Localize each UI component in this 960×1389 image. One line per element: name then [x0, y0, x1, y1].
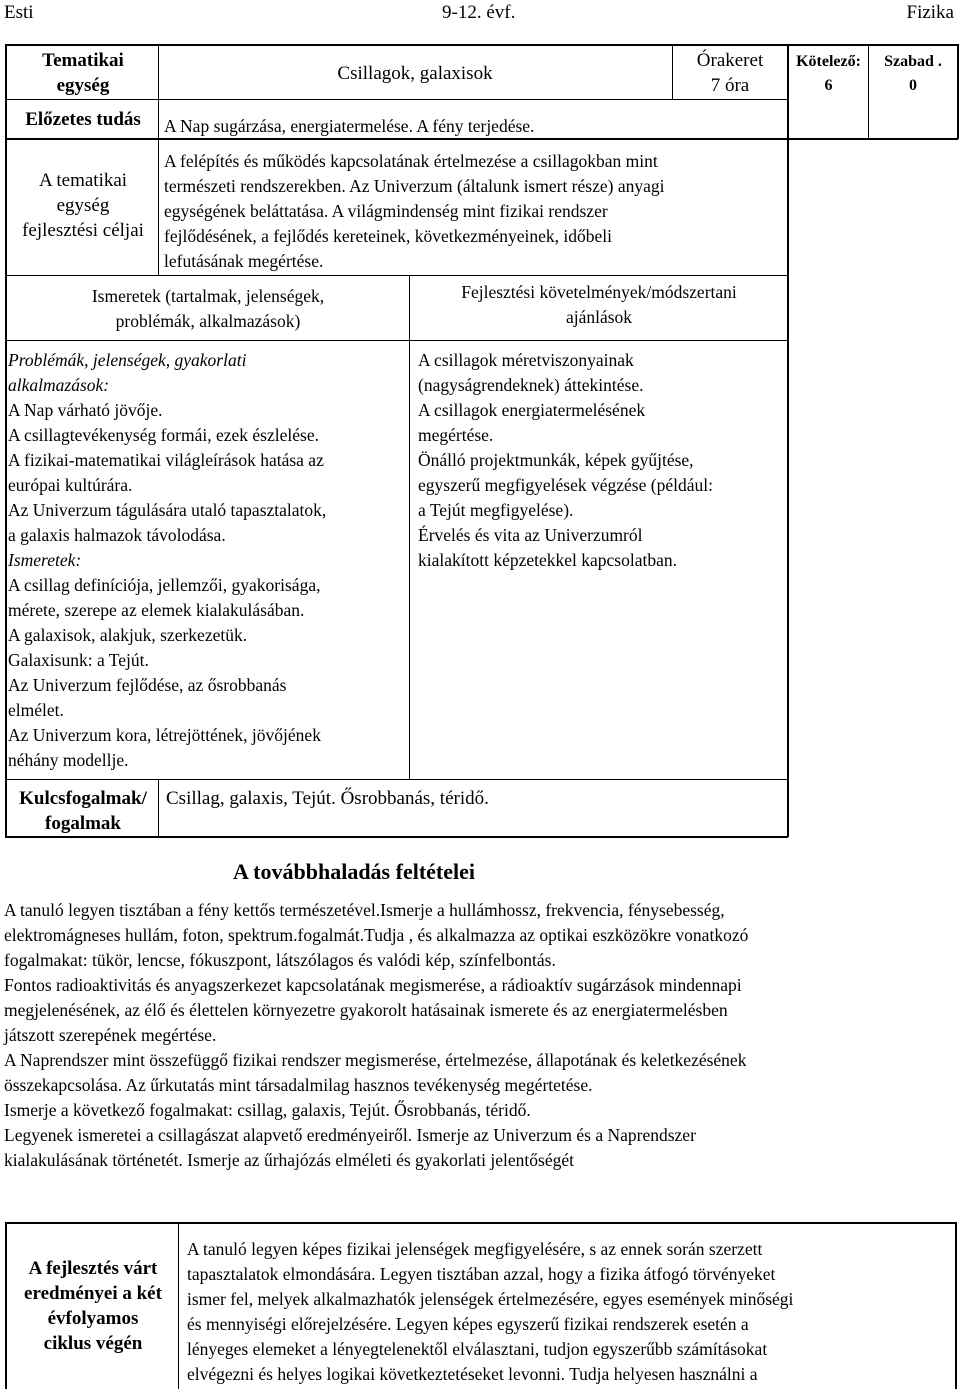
list-item: a Tejút megfigyelése).	[418, 500, 574, 520]
list-item: Galaxisunk: a Tejút.	[8, 650, 149, 670]
mandatory-box	[789, 50, 868, 98]
mandatory-value: 6	[824, 77, 833, 94]
requirements-column-header: Fejlesztési követelmények/módszertani ajánlások	[461, 282, 737, 327]
list-item: A Nap várható jövője.	[8, 400, 163, 420]
theme-label: Tematikai egység	[42, 50, 124, 96]
list-item: (nagyságrendeknek) áttekintése.	[418, 375, 644, 395]
list-item: néhány modellje.	[8, 750, 129, 770]
results-text: A tanuló legyen képes fizikai jelenségek megfigyelésére, s az ennek során szerzett tapasztalatok elmondására. Legyen tisztában azzal, hogy a fizika átfogó törvényeket ismer fel, melyek alkalmazhatók jelenségek értelmezésére, egyes események minőségi és mennyiségi előrejelzésére. Legyen képes egyszerű fizikai rendszerek esetén a lényeges elemeket a lényegtelenektől elválasztani, tudjon egyszerűbb számításokat elvégezni és helyes logikai következtetéseket levonni. Tudja helyesen használni a	[187, 1239, 794, 1384]
list-item: mérete, szerepe az elemek kialakulásában.	[8, 600, 305, 620]
header-left: Esti	[4, 2, 34, 23]
goals-label: A tematikai egység fejlesztési céljai	[22, 170, 144, 241]
list-item: A csillagok méretviszonyainak	[418, 350, 634, 370]
list-item: A csillagtevékenység formái, ezek észlelése.	[8, 425, 319, 445]
header-center: 9-12. évf.	[442, 2, 516, 23]
list-item: a galaxis halmazok távolodása.	[8, 525, 226, 545]
hours-label: Órakeret	[696, 50, 764, 71]
results-label: A fejlesztés várt eredményei a két évfolyamos ciklus végén	[24, 1258, 162, 1354]
key-concepts-label: Kulcsfogalmak/ fogalmak	[19, 788, 147, 834]
requirements-list	[418, 348, 786, 573]
key-concepts-text: Csillag, galaxis, Tejút. Ősrobbanás, téridő.	[166, 788, 489, 809]
hours-value: 7 óra	[710, 75, 750, 96]
page-header	[0, 0, 960, 28]
list-item: Az Univerzum kora, létrejöttének, jövőjének	[8, 725, 321, 745]
mandatory-label: Kötelező:	[796, 53, 861, 70]
goals-text: A felépítés és működés kapcsolatának értelmezése a csillagokban mint természeti rendszerekben. Az Univerzum (általunk ismert része) anyagi egységének beláttatása. A világmindenség mint fizikai rendszer fejlődésének, a fejlődés kereteinek, következményeinek, időbeli lefutásának megértése.	[164, 151, 665, 271]
content-column-header: Ismeretek (tartalmak, jelenségek, problémák, alkalmazások)	[91, 286, 325, 331]
list-item: Önálló projektmunkák, képek gyűjtése,	[418, 450, 694, 470]
list-item: európai kultúrára.	[8, 475, 133, 495]
list-item: A csillag definíciója, jellemzői, gyakorisága,	[8, 575, 321, 595]
content-list	[8, 348, 408, 773]
list-item: Érvelés és vita az Univerzumról	[418, 525, 643, 545]
list-item: egyszerű megfigyelések végzése (például:	[418, 475, 713, 495]
list-item: alkalmazások:	[8, 375, 110, 395]
free-box	[869, 50, 957, 98]
list-item: elmélet.	[8, 700, 64, 720]
list-item: megértése.	[418, 425, 494, 445]
list-item: A csillagok energiatermelésének	[418, 400, 646, 420]
free-label: Szabad .	[884, 53, 942, 70]
list-item: A galaxisok, alakjuk, szerkezetük.	[8, 625, 248, 645]
free-value: 0	[909, 77, 917, 94]
theme-title: Csillagok, galaxisok	[337, 63, 493, 84]
list-item: A fizikai-matematikai világleírások hatása az	[8, 450, 324, 470]
header-right: Fizika	[906, 2, 954, 23]
progress-text: A tanuló legyen tisztában a fény kettős természetével.Ismerje a hullámhossz, frekvencia, fénysebesség, elektromágneses hullám, foton, spektrum.fogalmát.Tudja , és alkalmazza az optikai eszközökre vonatkozó fogalmakat: tükör, lencse, fókuszpont, látszólagos és valódi kép, színfelbontás. Fontos radioaktivitás és anyagszerkezet kapcsolatának megismerése, a rádioaktív sugárzások mindennapi megjelenésének, az élő és élettelen környezetre gyakorolt hatásainak ismerete és az energiatermelésben játszott szerepének megértése. A Naprendszer mint összefüggő fizikai rendszer megismerése, értelmezése, állapotának és keletkezésének összekapcsolása. Az űrkutatás mint társadalmilag hasznos tevékenység megértetése. Ismerje a következő fogalmakat: csillag, galaxis, Tejút. Ősrobbanás, téridő. Legyenek ismeretei a csillagászat alapvető eredményeiről. Ismerje az Univerzum és a Naprendszer kialakulásának történetét. Ismerje az űrhajózás elméleti és gyakorlati jelentőségét	[4, 900, 749, 1170]
list-item: kialakított képzetekkel kapcsolatban.	[418, 550, 677, 570]
list-item: Az Univerzum tágulására utaló tapasztalatok,	[8, 500, 327, 520]
prereq-label: Előzetes tudás	[25, 109, 141, 130]
progress-title: A továbbhaladás feltételei	[233, 859, 475, 884]
list-item: Problémák, jelenségek, gyakorlati	[8, 350, 247, 370]
list-item: Ismeretek:	[8, 550, 82, 570]
hours-box	[673, 48, 787, 98]
list-item: Az Univerzum fejlődése, az ősrobbanás	[8, 675, 287, 695]
prereq-text: A Nap sugárzása, energiatermelése. A fény terjedése.	[164, 116, 535, 136]
